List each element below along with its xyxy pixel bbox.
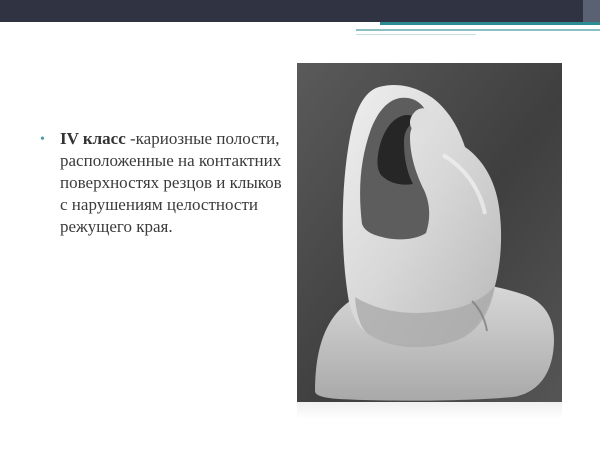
corner-decoration bbox=[583, 0, 600, 22]
accent-line-secondary bbox=[356, 29, 600, 31]
image-bottom-shadow bbox=[297, 402, 562, 420]
class-heading: IV класс bbox=[60, 129, 126, 148]
accent-line-tertiary bbox=[356, 34, 476, 35]
bullet-text-block bbox=[40, 128, 285, 238]
class-description: -кариозные полости, расположенные на контактних поверхностях резцов и клыков с нарушениям целостности режущего края. bbox=[60, 129, 282, 236]
tooth-image-frame bbox=[297, 63, 562, 402]
top-decorative-bar bbox=[0, 0, 600, 22]
bullet-point: • bbox=[40, 132, 45, 147]
accent-line-primary bbox=[380, 22, 600, 25]
tooth-cavity-image bbox=[297, 63, 562, 402]
